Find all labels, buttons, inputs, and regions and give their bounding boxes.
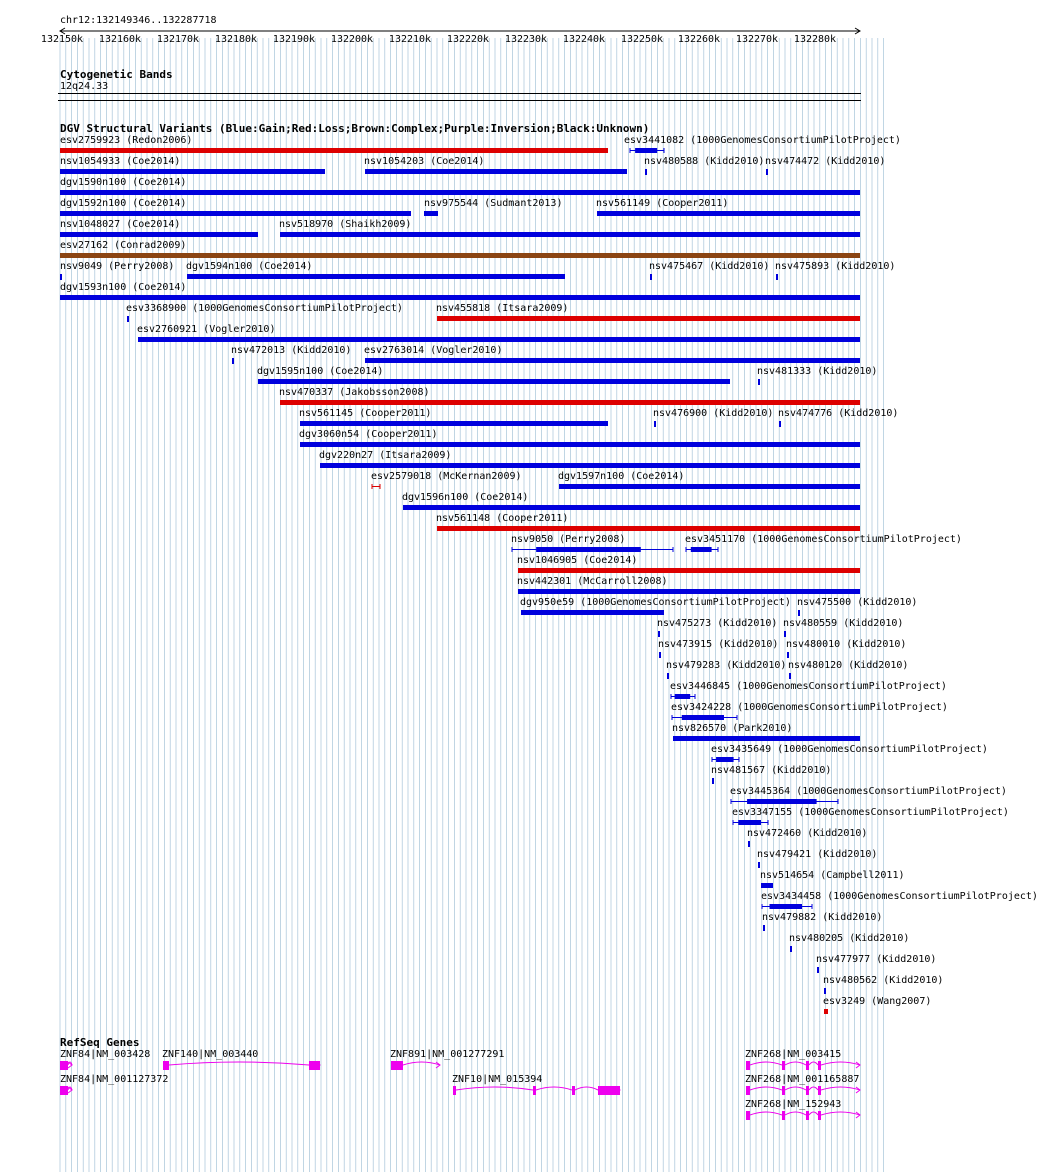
variant-label[interactable]: dgv1596n100 (Coe2014) [402,492,529,503]
variant-label[interactable]: nsv975544 (Sudmant2013) [424,198,563,209]
ruler-tick-label: 132220k [446,34,490,45]
variant-label[interactable]: dgv1593n100 (Coe2014) [60,282,187,293]
variant-label[interactable]: esv2760921 (Vogler2010) [137,324,276,335]
variant-label[interactable]: nsv9050 (Perry2008) [511,534,626,545]
variant-label[interactable]: nsv474776 (Kidd2010) [778,408,899,419]
ruler-tick-label: 132150k [40,34,84,45]
variant-label[interactable]: nsv518970 (Shaikh2009) [279,219,412,230]
variant-label[interactable]: nsv480559 (Kidd2010) [783,618,904,629]
variant-label[interactable]: nsv561149 (Cooper2011) [596,198,729,209]
ruler-tick-label: 132200k [330,34,374,45]
variant-label[interactable]: dgv1597n100 (Coe2014) [558,471,685,482]
variant-label[interactable]: dgv1594n100 (Coe2014) [186,261,313,272]
variant-label[interactable]: nsv474472 (Kidd2010) [765,156,886,167]
variant-label[interactable]: esv3434458 (1000GenomesConsortiumPilotProject) [761,891,1038,902]
variant-label[interactable]: nsv473915 (Kidd2010) [658,639,779,650]
variant-label[interactable]: dgv950e59 (1000GenomesConsortiumPilotProject) [520,597,791,608]
variant-label[interactable]: esv3445364 (1000GenomesConsortiumPilotProject) [730,786,1007,797]
variant-label[interactable]: esv2579018 (McKernan2009) [371,471,522,482]
gene-label[interactable]: ZNF84|NM_003428 [60,1049,151,1060]
ruler-tick-label: 132230k [504,34,548,45]
variant-label[interactable]: dgv1590n100 (Coe2014) [60,177,187,188]
variant-label[interactable]: nsv479882 (Kidd2010) [762,912,883,923]
gene-label[interactable]: ZNF268|NM_001165887 [745,1074,860,1085]
variant-label[interactable]: nsv442301 (McCarroll2008) [517,576,668,587]
variant-label[interactable]: esv3347155 (1000GenomesConsortiumPilotProject) [732,807,1009,818]
variant-label[interactable]: nsv481567 (Kidd2010) [711,765,832,776]
variant-label[interactable]: esv3435649 (1000GenomesConsortiumPilotProject) [711,744,988,755]
gene-label[interactable]: ZNF140|NM_003440 [162,1049,259,1060]
cyto-track-title: Cytogenetic Bands [60,68,173,81]
cyto-band-label: 12q24.33 [60,81,109,92]
variant-label[interactable]: dgv220n27 (Itsara2009) [319,450,452,461]
variant-label[interactable]: esv27162 (Conrad2009) [60,240,187,251]
variant-label[interactable]: nsv561148 (Cooper2011) [436,513,569,524]
refseq-track-title: RefSeq Genes [60,1036,140,1049]
variant-label[interactable]: nsv455818 (Itsara2009) [436,303,569,314]
variant-label[interactable]: esv2763014 (Vogler2010) [364,345,503,356]
variant-label[interactable]: dgv3060n54 (Cooper2011) [299,429,438,440]
variant-label[interactable]: dgv1595n100 (Coe2014) [257,366,384,377]
ruler-tick-label: 132260k [677,34,721,45]
variant-label[interactable]: nsv476900 (Kidd2010) [653,408,774,419]
variant-label[interactable]: nsv475500 (Kidd2010) [797,597,918,608]
ruler-tick-label: 132190k [272,34,316,45]
variant-label[interactable]: nsv1046905 (Coe2014) [517,555,638,566]
ruler-tick-label: 132170k [156,34,200,45]
gene-label[interactable]: ZNF84|NM_001127372 [60,1074,169,1085]
variant-label[interactable]: esv3446845 (1000GenomesConsortiumPilotProject) [670,681,947,692]
locus-label: chr12:132149346..132287718 [60,15,217,26]
variant-label[interactable]: nsv472013 (Kidd2010) [231,345,352,356]
variant-label[interactable]: esv3368900 (1000GenomesConsortiumPilotProject) [126,303,403,314]
gene-label[interactable]: ZNF10|NM_015394 [452,1074,543,1085]
variant-label[interactable]: esv3451170 (1000GenomesConsortiumPilotProject) [685,534,962,545]
variant-label[interactable]: nsv470337 (Jakobsson2008) [279,387,430,398]
variant-label[interactable]: nsv472460 (Kidd2010) [747,828,868,839]
variant-label[interactable]: nsv826570 (Park2010) [672,723,793,734]
variant-label[interactable]: esv3424228 (1000GenomesConsortiumPilotProject) [671,702,948,713]
ruler-tick-label: 132210k [388,34,432,45]
gene-label[interactable]: ZNF268|NM_152943 [745,1099,842,1110]
dgv-track-title: DGV Structural Variants (Blue:Gain;Red:Loss;Brown:Complex;Purple:Inversion;Black:Unknown) [60,122,650,135]
ruler-tick-label: 132160k [98,34,142,45]
variant-label[interactable]: nsv475893 (Kidd2010) [775,261,896,272]
variant-label[interactable]: nsv1054933 (Coe2014) [60,156,181,167]
variant-label[interactable]: esv3249 (Wang2007) [823,996,932,1007]
variant-label[interactable]: nsv514654 (Campbell2011) [760,870,905,881]
variant-label[interactable]: nsv479283 (Kidd2010) [666,660,787,671]
ruler-tick-label: 132280k [793,34,837,45]
variant-label[interactable]: nsv477977 (Kidd2010) [816,954,937,965]
variant-label[interactable]: esv3441082 (1000GenomesConsortiumPilotProject) [624,135,901,146]
variant-label[interactable]: nsv481333 (Kidd2010) [757,366,878,377]
ruler-tick-label: 132240k [562,34,606,45]
variant-label[interactable]: nsv475467 (Kidd2010) [649,261,770,272]
variant-label[interactable]: nsv480205 (Kidd2010) [789,933,910,944]
variant-label[interactable]: dgv1592n100 (Coe2014) [60,198,187,209]
variant-label[interactable]: esv2759923 (Redon2006) [60,135,193,146]
variant-label[interactable]: nsv1048027 (Coe2014) [60,219,181,230]
variant-label[interactable]: nsv480588 (Kidd2010) [644,156,765,167]
variant-label[interactable]: nsv480010 (Kidd2010) [786,639,907,650]
ruler-tick-label: 132250k [620,34,664,45]
ruler-tick-label: 132270k [735,34,779,45]
variant-label[interactable]: nsv9049 (Perry2008) [60,261,175,272]
variant-label[interactable]: nsv1054203 (Coe2014) [364,156,485,167]
variant-label[interactable]: nsv479421 (Kidd2010) [757,849,878,860]
variant-label[interactable]: nsv475273 (Kidd2010) [657,618,778,629]
ruler-tick-label: 132180k [214,34,258,45]
variant-label[interactable]: nsv480120 (Kidd2010) [788,660,909,671]
gene-label[interactable]: ZNF268|NM_003415 [745,1049,842,1060]
variant-label[interactable]: nsv480562 (Kidd2010) [823,975,944,986]
variant-label[interactable]: nsv561145 (Cooper2011) [299,408,432,419]
gene-label[interactable]: ZNF891|NM_001277291 [390,1049,505,1060]
